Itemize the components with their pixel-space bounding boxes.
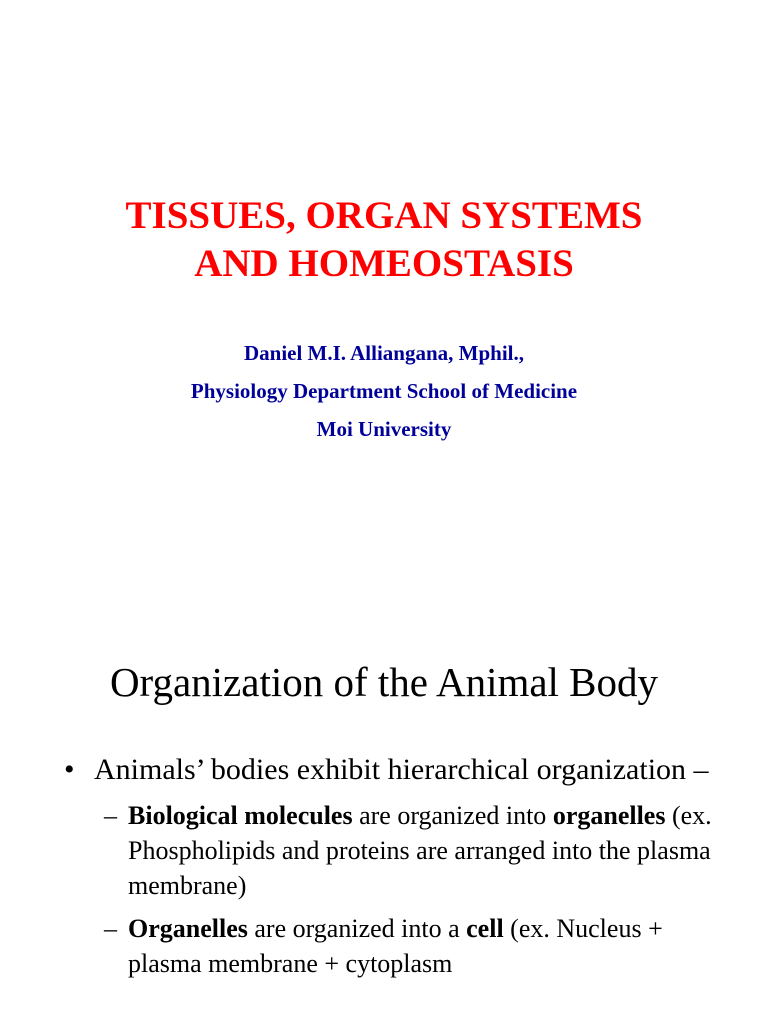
bullet-text: Animals’ bodies exhibit hierarchical organization – bbox=[94, 753, 709, 786]
dash-mark: – bbox=[104, 914, 117, 943]
author-department: Physiology Department School of Medicine bbox=[190, 379, 578, 403]
bullet-item bbox=[64, 750, 734, 790]
sub-bullet-item bbox=[104, 911, 734, 981]
sub-text: are organized into bbox=[352, 801, 553, 830]
sub-bullet-list bbox=[64, 798, 734, 981]
sub-bullet-item bbox=[104, 798, 734, 903]
term-cell: cell bbox=[466, 914, 504, 943]
sub-text: (ex. Nucleus + plasma membrane + cytoplasm bbox=[128, 914, 663, 978]
author-name: Daniel M.I. Alliangana, Mphil., bbox=[243, 341, 525, 365]
slide-title bbox=[40, 192, 728, 288]
content-slide bbox=[0, 576, 768, 1024]
bullet-mark: • bbox=[64, 753, 75, 786]
dash-mark: – bbox=[104, 801, 117, 830]
author-block bbox=[40, 334, 728, 448]
title-line-1: TISSUES, ORGAN SYSTEMS bbox=[125, 194, 643, 237]
term-organelles: Organelles bbox=[128, 914, 248, 943]
term-organelles: organelles bbox=[552, 801, 666, 830]
sub-text: (ex. Phospholipids and proteins are arranged into the plasma membrane) bbox=[128, 801, 712, 900]
slide-content bbox=[64, 750, 734, 989]
title-line-2: AND HOMEOSTASIS bbox=[194, 242, 574, 285]
term-biological-molecules: Biological molecules bbox=[128, 801, 353, 830]
sub-text: are organized into a bbox=[247, 914, 467, 943]
author-university: Moi University bbox=[316, 417, 452, 441]
slide-heading: Organization of the Animal Body bbox=[109, 659, 659, 705]
